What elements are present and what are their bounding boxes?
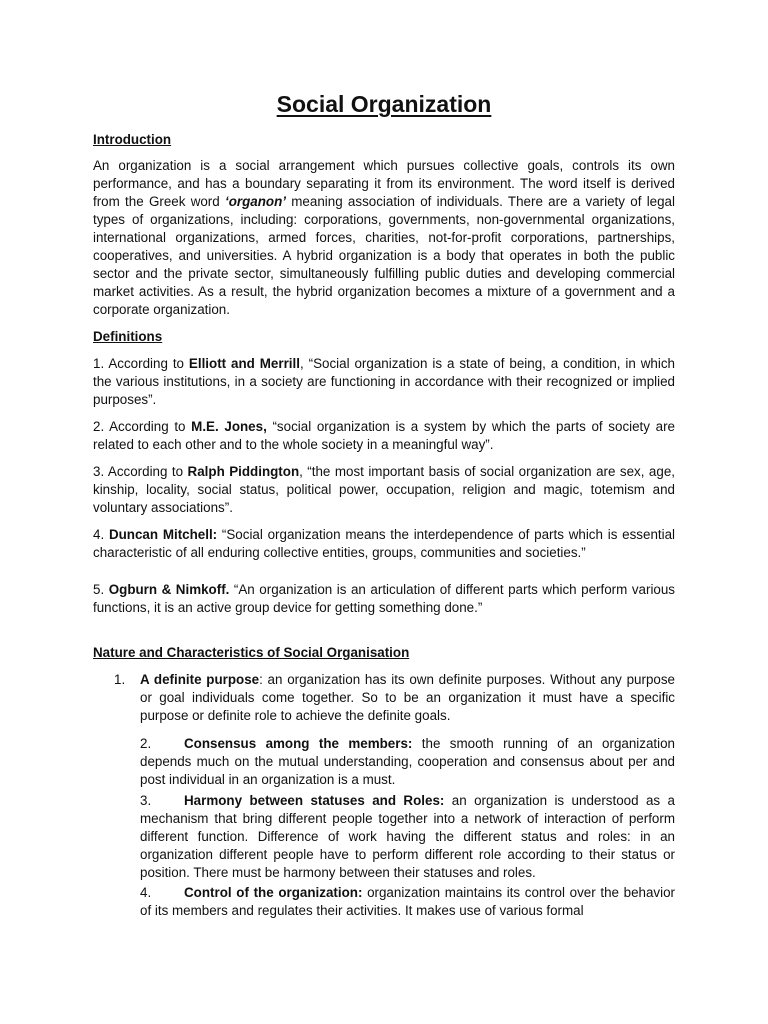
definitions-heading: Definitions [93,329,163,344]
list-number: 3. [140,793,152,808]
definition-item: 4. Duncan Mitchell: “Social organization means the interdependence of parts which is essential characteristic of all enduring collective entities, groups, communities and societies.” [93,527,676,560]
characteristic-item: 3. Harmony between statuses and Roles: an organization is understood as a mechanism that bring different people together into a network of interaction of perform different function. Difference of work having the different status and roles: in an organization different people have to perform different role according to their status or position. There must be harmony between their statuses and roles. [140,793,675,880]
characteristic-item: 4. Control of the organization: organization maintains its control over the behavior of its members and regulates their activities. It makes use of various formal [140,885,675,918]
page-title: Social Organization [276,91,492,117]
definition-item: 3. According to Ralph Piddington, “the most important basis of social organization are sex, age, kinship, locality, social status, political power, occupation, religion and magic, totemism and voluntary associations”. [93,464,675,515]
list-number: 4. [140,885,152,900]
characteristic-item: 2. Consensus among the members: the smooth running of an organization depends much on the mutual understanding, cooperation and consensus about per and post individual in an organization is a must. [140,736,675,787]
definition-item: 5. Ogburn & Nimkoff. “An organization is an articulation of different parts which perform various functions, it is an active group device for getting something done.” [93,582,676,615]
definition-item: 1. According to Elliott and Merrill, “Social organization is a state of being, a condition, in which the various institutions, in a society are functioning in accordance with their recognized or implied purposes”. [93,356,675,407]
nature-heading: Nature and Characteristics of Social Organisation [93,645,410,660]
definition-item: 2. According to M.E. Jones, “social organization is a system by which the parts of society are related to each other and to the whole society in a meaningful way”. [93,419,676,452]
list-number: 1. [114,672,126,687]
intro-heading: Introduction [93,132,172,147]
list-number: 2. [140,736,152,751]
intro-paragraph: An organization is a social arrangement which pursues collective goals, controls its own performance, and has a boundary separating it from its environment. The word itself is derived from the Greek word ‘organon’ meaning association of individuals. There are a variety of legal types of organizations, including: corporations, governments, non-governmental organizations, international organizations, armed forces, charities, not-for-profit corporations, partnerships, cooperatives, and universities. A hybrid organization is a body that operates in both the public sector and the private sector, simultaneously fulfilling public duties and developing commercial market activities. As a result, the hybrid organization becomes a mixture of a government and a corporate organization. [93,158,675,317]
characteristic-item: A definite purpose: an organization has its own definite purposes. Without any purpose or goal individuals come together. So to be an organization it must have a specific purpose or definite role to achieve the definite goals. [140,672,675,723]
greek-word: ‘organon’ [225,194,286,209]
